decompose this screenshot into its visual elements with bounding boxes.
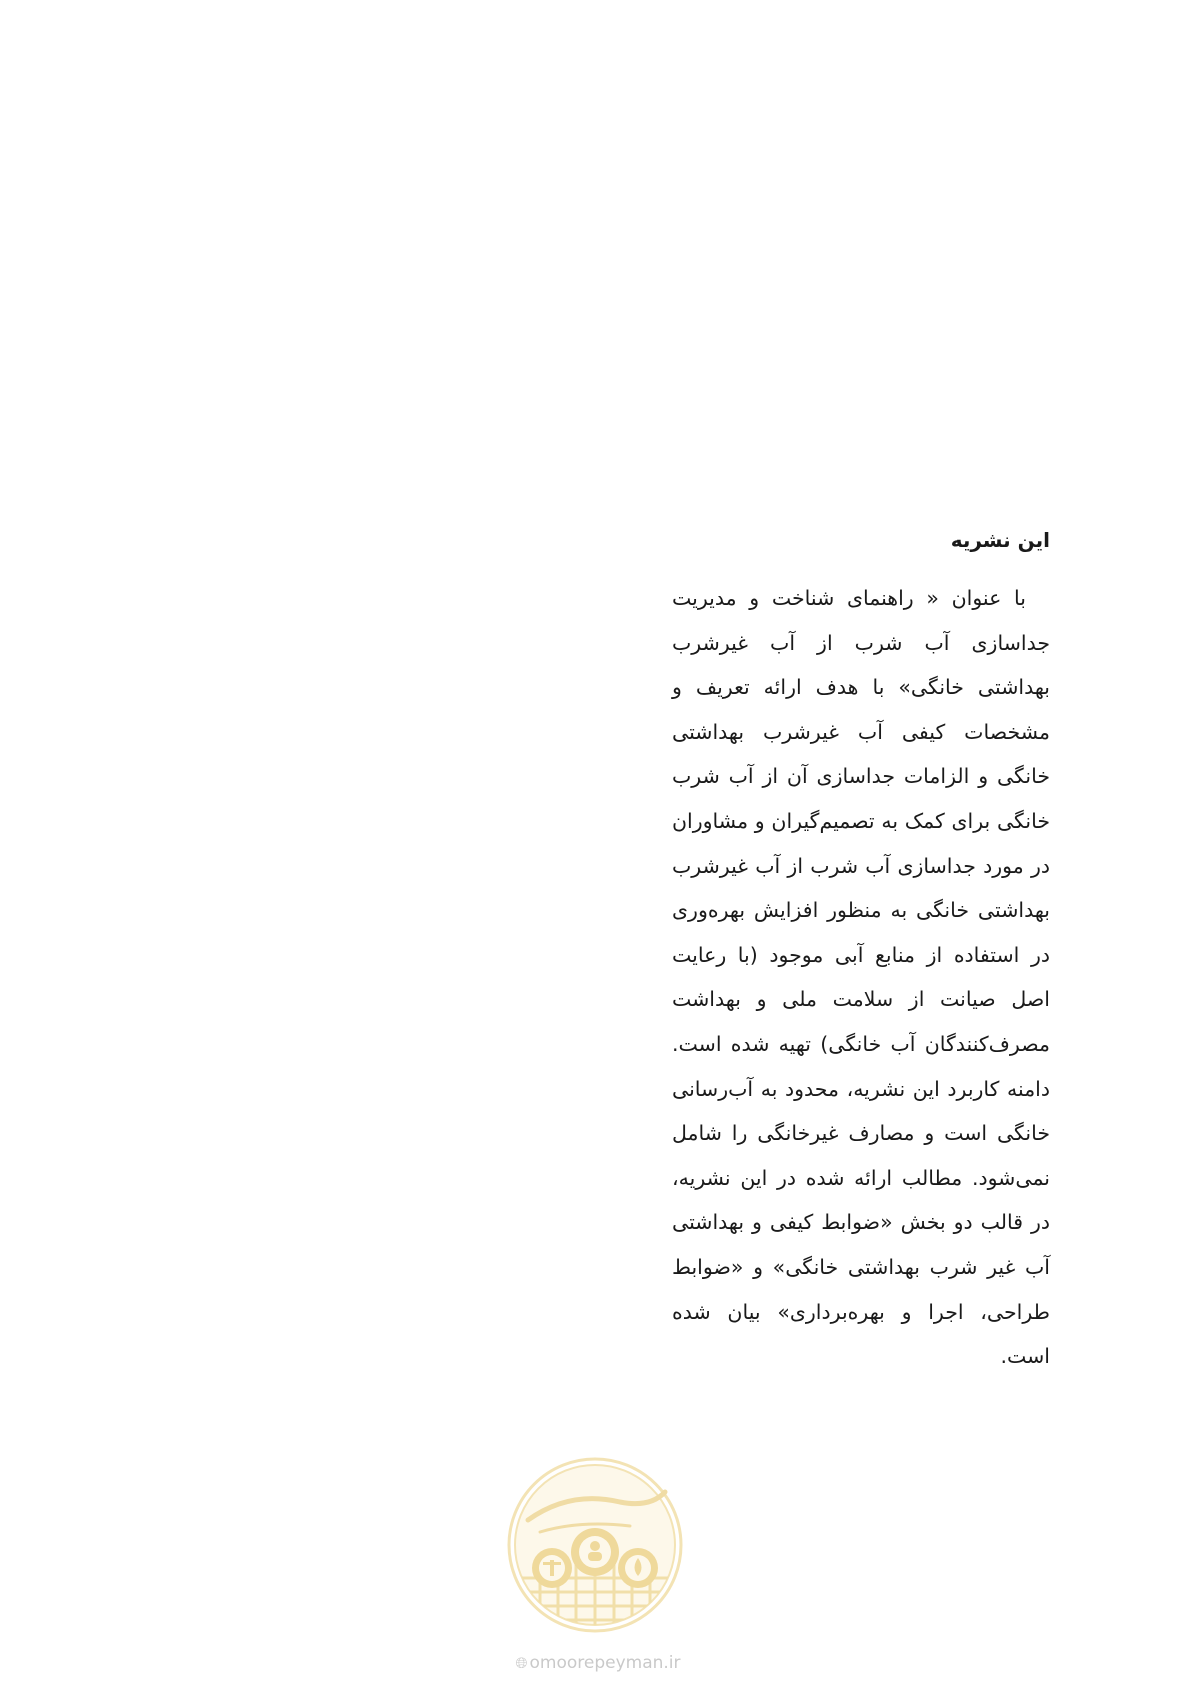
- watermark-url: [513, 1653, 683, 1673]
- watermark-url-text: omoorepeyman.ir: [529, 1653, 681, 1673]
- globe-icon: 🌐︎: [515, 1654, 528, 1672]
- section-title: این نشریه: [950, 528, 1050, 552]
- body-paragraph: با عنوان « راهنمای شناخت و مدیریت جداسازی آب شرب از آب غیرشرب بهداشتی خانگی» با هدف ارائه تعریف و مشخصات کیفی آب غیرشرب بهداشتی خانگی و الزامات جداسازی آن از آب شرب خانگی برای کمک به تصمیم‌گیران و مشاوران در مورد جداسازی آب شرب از آب غیرشرب بهداشتی خانگی به منظور افزایش بهره‌وری در استفاده از منابع آبی موجود (با رعایت اصل صیانت از سلامت ملی و بهداشت مصرف‌کنندگان آب خانگی) تهیه شده است. دامنه کاربرد این نشریه، محدود به آب‌رسانی خانگی است و مصارف غیرخانگی را شامل نمی‌شود. مطالب ارائه شده در این نشریه، در قالب دو بخش «ضوابط کیفی و بهداشتی آب غیر شرب بهداشتی خانگی» و «ضوابط طراحی، اجرا و بهره‌برداری» بیان شده است.: [672, 586, 1050, 1369]
- omoorepeyman-logo-watermark: [500, 1450, 690, 1640]
